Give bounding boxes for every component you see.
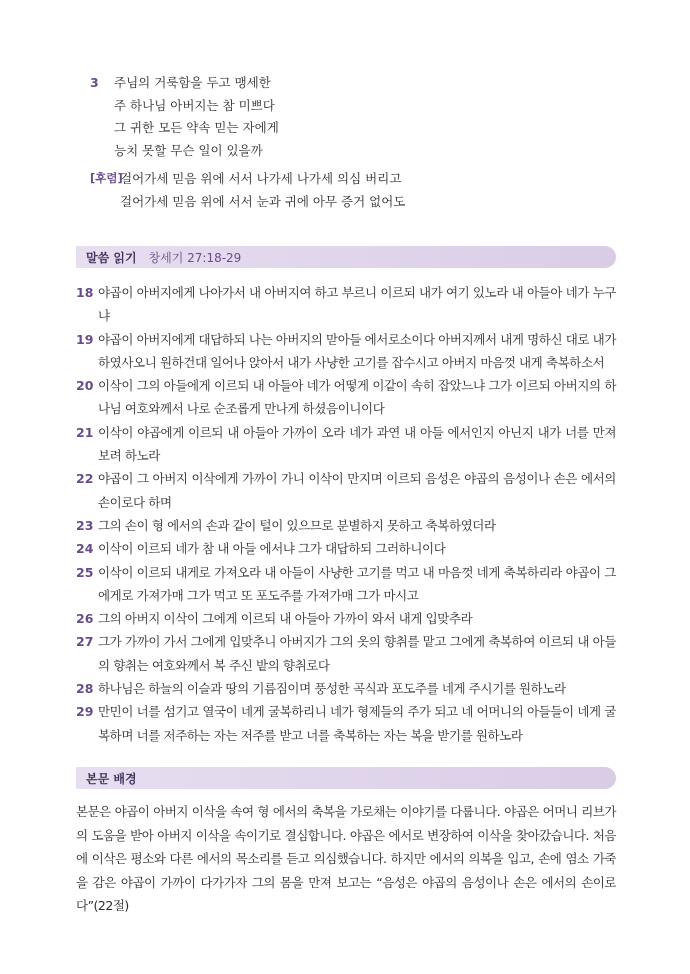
verse-text: 이삭이 이르되 네가 참 내 아들 에서냐 그가 대답하되 그러하니이다 — [98, 541, 446, 557]
background-section-label: 본문 배경 — [86, 771, 137, 786]
verse-number: 19 — [76, 331, 94, 347]
verse-text: 만민이 너를 섬기고 열국이 네게 굴복하리니 네가 형제들의 주가 되고 네 어머니의 아들들이 네게 굴복하며 너를 저주하는 자는 저주를 받고 너를 축복하는 자는 복을 받기를 원하노라 — [98, 704, 616, 743]
verse-text: 야곱이 아버지에게 대답하되 나는 아버지의 맏아들 에서로소이다 아버지께서 내게 명하신 대로 내가 하였사오니 원하건대 일어나 앉아서 내가 사냥한 고기를 잡수시고 아버지 마음껏 내게 축복하소서 — [98, 331, 617, 370]
verse-text: 하나님은 하늘의 이슬과 땅의 기름짐이며 풍성한 곡식과 포도주를 네게 주시기를 원하노라 — [98, 681, 566, 697]
scripture-verse — [76, 561, 616, 608]
scripture-verse — [76, 677, 616, 700]
hymn-line: 그 귀한 모든 약속 믿는 자에게 — [114, 120, 279, 135]
refrain-lines — [120, 167, 405, 213]
verse-text: 그가 가까이 가서 그에게 입맞추니 아버지가 그의 옷의 향취를 맡고 그에게 축복하여 이르되 내 아들의 향취는 여호와께서 복 주신 밭의 향취로다 — [98, 634, 616, 673]
hymn-verse-number: 3 — [90, 75, 99, 90]
hymn-line: 주님의 거룩함을 두고 맹세한 — [114, 75, 271, 90]
scripture-verse — [76, 537, 616, 560]
hymn-line: 주 하나님 아버지는 참 미쁘다 — [114, 97, 275, 113]
verse-number: 29 — [76, 704, 94, 720]
verse-text: 그의 손이 형 에서의 손과 같이 털이 있으므로 분별하지 못하고 축복하였더라 — [98, 517, 496, 533]
verse-text: 이삭이 이르되 내게로 가져오라 내 아들이 사냥한 고기를 먹고 내 마음껏 네게 축복하리라 야곱이 그에게로 가져가매 그가 먹고 또 포도주를 가져가매 그가 마시고 — [98, 564, 616, 603]
background-paragraph: 본문은 야곱이 아버지 이삭을 속여 형 에서의 축복을 가로채는 이야기를 다룹니다. 야곱은 어머니 리브가의 도움을 받아 아버지 이삭을 속이기로 결심합니다. 야곱은 에서로 변장하여 이삭을 찾아갔습니다. 처음에 이삭은 평소와 다른 에서의 목소리를 듣고 의심했습니다. 하지만 에서의 의복을 입고, 손에 염소 가죽을 감은 야곱이 가까이 다가가자 그의 몸을 만져 보고는 “음성은 야곱의 음성이나 손은 에서의 손이로다”(22절) — [76, 804, 616, 913]
verse-text: 이삭이 야곱에게 이르되 내 아들아 가까이 오라 네가 과연 내 아들 에서인지 아닌지 내가 너를 만져 보려 하노라 — [98, 424, 616, 464]
verse-number: 28 — [76, 681, 94, 697]
scripture-verse — [76, 700, 616, 747]
scripture-verse — [76, 281, 616, 328]
refrain-tag: [후렴] — [90, 171, 123, 185]
scripture-verse — [76, 467, 616, 514]
scripture-section-label: 말씀 읽기 — [86, 250, 137, 265]
scripture-reference: 창세기 27:18-29 — [148, 250, 242, 265]
scripture-verse — [76, 374, 616, 421]
scripture-passage — [76, 281, 616, 747]
verse-number: 24 — [76, 541, 94, 557]
scripture-verse — [76, 630, 616, 677]
verse-text: 야곱이 아버지에게 나아가서 내 아버지여 하고 부르니 이르되 내가 여기 있노라 내 아들아 네가 누구냐 — [98, 285, 616, 324]
hymn-lines — [114, 72, 279, 162]
scripture-verse — [76, 328, 616, 375]
hymn-verse — [90, 72, 279, 162]
verse-number: 18 — [76, 285, 94, 300]
verse-number: 20 — [76, 378, 94, 394]
verse-text: 이삭이 그의 아들에게 이르되 내 아들아 네가 어떻게 이같이 속히 잡았느냐 그가 이르되 아버지의 하나님 여호와께서 나로 순조롭게 만나게 하셨음이니이다 — [98, 378, 616, 417]
verse-number: 22 — [76, 471, 94, 487]
background-section-header — [76, 767, 616, 789]
refrain-line: 걸어가세 믿음 위에 서서 눈과 귀에 아무 증거 없어도 — [120, 194, 406, 209]
verse-text: 그의 아버지 이삭이 그에게 이르되 내 아들아 가까이 와서 내게 입맞추라 — [98, 611, 473, 627]
hymn-refrain — [90, 167, 405, 213]
verse-number: 27 — [76, 634, 94, 650]
refrain-line: 걸어가세 믿음 위에 서서 나가세 나가세 의심 버리고 — [120, 171, 402, 186]
verse-number: 25 — [76, 564, 94, 580]
hymn-line: 능치 못할 무슨 일이 있을까 — [114, 142, 263, 158]
scripture-verse — [76, 514, 616, 537]
verse-text: 야곱이 그 아버지 이삭에게 가까이 가니 이삭이 만지며 이르되 음성은 야곱의 음성이나 손은 에서의 손이로다 하며 — [98, 471, 616, 510]
verse-number: 21 — [76, 424, 94, 440]
verse-number: 26 — [76, 611, 94, 627]
scripture-verse — [76, 607, 616, 630]
verse-number: 23 — [76, 517, 94, 533]
scripture-section-header — [76, 246, 616, 268]
scripture-verse — [76, 421, 616, 468]
